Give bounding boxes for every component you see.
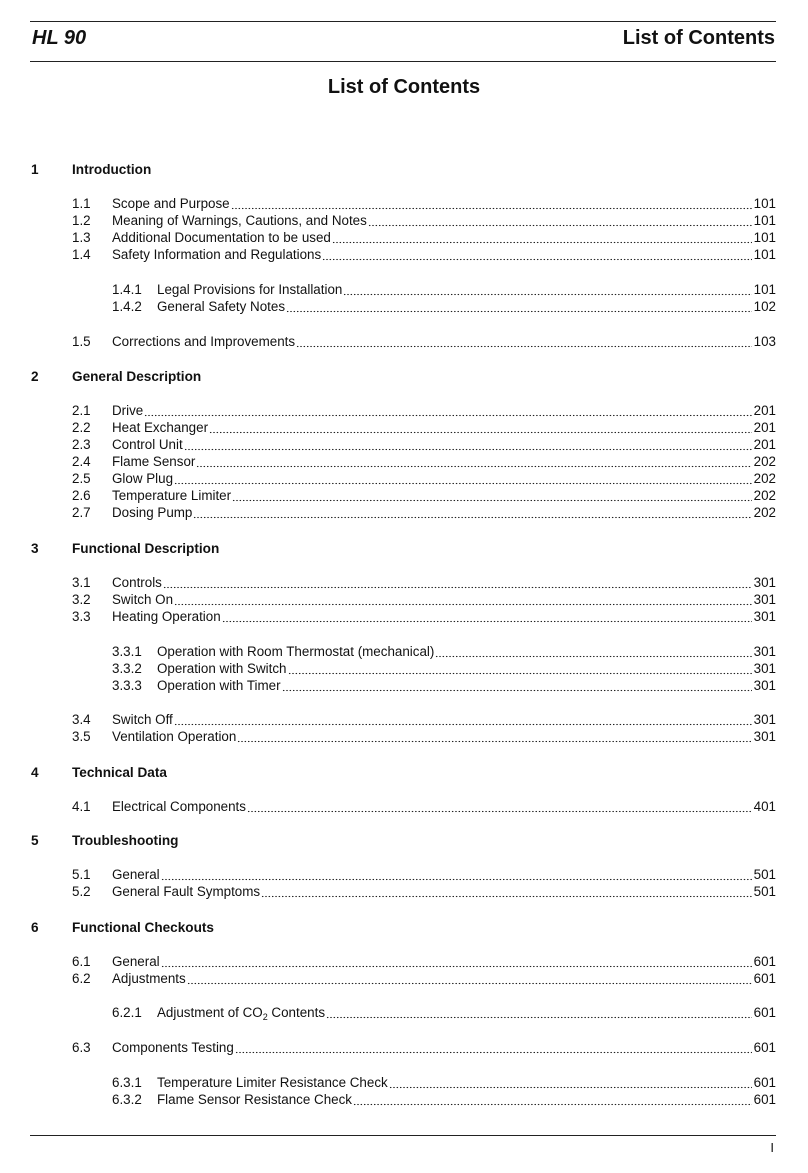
toc-page-number: 101 xyxy=(753,247,776,262)
toc-title: Operation with Timer xyxy=(157,678,281,693)
toc-page-number: 202 xyxy=(753,454,776,469)
toc-page-number: 101 xyxy=(753,282,776,297)
dot-leader xyxy=(322,246,752,263)
toc-page-number: 601 xyxy=(753,1005,776,1020)
dot-leader xyxy=(389,1074,752,1091)
toc-number: 1.1 xyxy=(72,196,91,211)
toc-number: 3.4 xyxy=(72,712,91,727)
dot-leader xyxy=(231,195,752,212)
toc-entry[interactable] xyxy=(0,281,808,298)
dot-leader xyxy=(144,402,752,419)
toc-number: 2.1 xyxy=(72,403,91,418)
toc-number: 3.3.1 xyxy=(112,644,142,659)
toc-chapter xyxy=(0,368,808,385)
toc-entry[interactable] xyxy=(0,798,808,815)
dot-leader xyxy=(187,970,752,987)
dot-leader xyxy=(174,591,752,608)
toc-page-number: 202 xyxy=(753,505,776,520)
toc-number: 2.4 xyxy=(72,454,91,469)
toc-number: 3.1 xyxy=(72,575,91,590)
toc-title: Temperature Limiter Resistance Check xyxy=(157,1075,388,1090)
dot-leader xyxy=(368,212,752,229)
toc-page-number: 501 xyxy=(753,867,776,882)
toc-title: Introduction xyxy=(72,162,152,177)
dot-leader xyxy=(326,1004,752,1021)
toc-title xyxy=(157,1004,325,1021)
toc-title-text: Adjustment of CO xyxy=(157,1005,263,1020)
toc-entry[interactable] xyxy=(0,1004,808,1021)
toc-chapter xyxy=(0,540,808,557)
toc-entry[interactable] xyxy=(0,436,808,453)
toc-title: Troubleshooting xyxy=(72,833,179,848)
toc-title: Glow Plug xyxy=(112,471,174,486)
toc-entry[interactable] xyxy=(0,883,808,900)
toc-entry[interactable] xyxy=(0,487,808,504)
toc-entry[interactable] xyxy=(0,246,808,263)
dot-leader xyxy=(261,883,752,900)
toc-title: Drive xyxy=(112,403,144,418)
dot-leader xyxy=(286,298,752,315)
toc-page-number: 401 xyxy=(753,799,776,814)
dot-leader xyxy=(237,728,752,745)
toc-page-number: 501 xyxy=(753,884,776,899)
dot-leader xyxy=(209,419,752,436)
toc-entry[interactable] xyxy=(0,504,808,521)
toc-entry[interactable] xyxy=(0,608,808,625)
toc-title: Scope and Purpose xyxy=(112,196,230,211)
toc-page-number: 601 xyxy=(753,1092,776,1107)
toc-number: 2.7 xyxy=(72,505,91,520)
toc-page-number: 301 xyxy=(753,575,776,590)
dot-leader xyxy=(288,660,752,677)
toc-number: 2.3 xyxy=(72,437,91,452)
toc-entry[interactable] xyxy=(0,728,808,745)
toc-entry[interactable] xyxy=(0,402,808,419)
toc-number: 2 xyxy=(31,369,39,384)
toc-number: 4.1 xyxy=(72,799,91,814)
toc-number: 3.2 xyxy=(72,592,91,607)
toc-page-number: 301 xyxy=(753,729,776,744)
toc-number: 5.1 xyxy=(72,867,91,882)
toc-number: 2.2 xyxy=(72,420,91,435)
dot-leader xyxy=(232,487,752,504)
toc-page-number: 101 xyxy=(753,196,776,211)
toc-title: Operation with Switch xyxy=(157,661,287,676)
toc-page-number: 201 xyxy=(753,420,776,435)
toc-page-number: 101 xyxy=(753,230,776,245)
toc-title: Dosing Pump xyxy=(112,505,193,520)
toc-entry[interactable] xyxy=(0,660,808,677)
toc-title: Corrections and Improvements xyxy=(112,334,296,349)
toc-title: Ventilation Operation xyxy=(112,729,237,744)
toc-title: General Description xyxy=(72,369,202,384)
dot-leader xyxy=(222,608,752,625)
toc-page-number: 101 xyxy=(753,213,776,228)
toc-page-number: 202 xyxy=(753,488,776,503)
toc-page-number: 202 xyxy=(753,471,776,486)
toc-number: 6.3 xyxy=(72,1040,91,1055)
dot-leader xyxy=(174,711,752,728)
toc-entry[interactable] xyxy=(0,333,808,350)
toc-number: 3.3.3 xyxy=(112,678,142,693)
toc-title: Operation with Room Thermostat (mechanical) xyxy=(157,644,435,659)
toc-entry[interactable] xyxy=(0,574,808,591)
toc-title: Adjustments xyxy=(112,971,186,986)
toc-number: 3.3 xyxy=(72,609,91,624)
toc-title: Switch On xyxy=(112,592,174,607)
toc-number: 3.3.2 xyxy=(112,661,142,676)
dot-leader xyxy=(184,436,752,453)
toc-entry[interactable] xyxy=(0,195,808,212)
toc-entry[interactable] xyxy=(0,453,808,470)
toc-title: Heating Operation xyxy=(112,609,221,624)
toc-title: General Safety Notes xyxy=(157,299,286,314)
toc-number: 1.3 xyxy=(72,230,91,245)
toc-number: 4 xyxy=(31,765,39,780)
toc-entry[interactable] xyxy=(0,470,808,487)
toc-number: 1.5 xyxy=(72,334,91,349)
toc-number: 2.5 xyxy=(72,471,91,486)
toc-number: 1.4.1 xyxy=(112,282,142,297)
toc-title: Components Testing xyxy=(112,1040,234,1055)
dot-leader xyxy=(174,470,752,487)
toc-number: 6 xyxy=(31,920,39,935)
toc-page-number: 301 xyxy=(753,592,776,607)
toc-title: Flame Sensor Resistance Check xyxy=(157,1092,352,1107)
toc-number: 6.2 xyxy=(72,971,91,986)
toc-number: 1.4 xyxy=(72,247,91,262)
toc-page-number: 301 xyxy=(753,644,776,659)
page-title: List of Contents xyxy=(327,76,481,98)
toc-number: 6.3.1 xyxy=(112,1075,142,1090)
toc-chapter xyxy=(0,919,808,936)
toc-entry[interactable] xyxy=(0,953,808,970)
dot-leader xyxy=(332,229,752,246)
toc-title: Meaning of Warnings, Cautions, and Notes xyxy=(112,213,367,228)
toc-title: Technical Data xyxy=(72,765,167,780)
toc-page-number: 301 xyxy=(753,712,776,727)
toc-page-number: 301 xyxy=(753,678,776,693)
dot-leader xyxy=(163,574,752,591)
toc-entry[interactable] xyxy=(0,1074,808,1091)
toc-title: Temperature Limiter xyxy=(112,488,232,503)
toc-entry[interactable] xyxy=(0,711,808,728)
toc-title: Legal Provisions for Installation xyxy=(157,282,343,297)
toc-number: 3.5 xyxy=(72,729,91,744)
dot-leader xyxy=(282,677,752,694)
toc-entry[interactable] xyxy=(0,866,808,883)
toc-number: 1 xyxy=(31,162,39,177)
toc-title: Controls xyxy=(112,575,162,590)
toc-title: Safety Information and Regulations xyxy=(112,247,322,262)
toc-title: Electrical Components xyxy=(112,799,246,814)
toc-page-number: 301 xyxy=(753,661,776,676)
toc-page-number: 201 xyxy=(753,437,776,452)
toc-title: General xyxy=(112,867,160,882)
toc-page-number: 601 xyxy=(753,1075,776,1090)
toc-title-subscript: 2 xyxy=(262,1012,268,1022)
toc-title: Flame Sensor xyxy=(112,454,196,469)
dot-leader xyxy=(196,453,752,470)
toc-number: 1.2 xyxy=(72,213,91,228)
toc-entry[interactable] xyxy=(0,677,808,694)
toc-page-number: 601 xyxy=(753,1040,776,1055)
footer-rule xyxy=(30,1135,776,1136)
toc-number: 2.6 xyxy=(72,488,91,503)
toc-number: 5.2 xyxy=(72,884,91,899)
toc-title-text: Contents xyxy=(267,1005,326,1020)
toc-page-number: 601 xyxy=(753,971,776,986)
header-section-title: List of Contents xyxy=(622,27,775,49)
toc-title: Additional Documentation to be used xyxy=(112,230,331,245)
toc-title: Control Unit xyxy=(112,437,183,452)
toc-entry[interactable] xyxy=(0,212,808,229)
toc-entry[interactable] xyxy=(0,591,808,608)
toc-chapter xyxy=(0,764,808,781)
toc-title: Heat Exchanger xyxy=(112,420,209,435)
toc-title: General xyxy=(112,954,160,969)
toc-title: Switch Off xyxy=(112,712,173,727)
toc-chapter xyxy=(0,832,808,849)
toc-number: 6.1 xyxy=(72,954,91,969)
toc-page-number: 301 xyxy=(753,609,776,624)
toc-entry[interactable] xyxy=(0,229,808,246)
toc-entry[interactable] xyxy=(0,643,808,660)
toc-title: Functional Description xyxy=(72,541,220,556)
toc-entry[interactable] xyxy=(0,1091,808,1108)
toc-entry[interactable] xyxy=(0,970,808,987)
dot-leader xyxy=(435,643,752,660)
dot-leader xyxy=(193,504,752,521)
toc-page-number: 103 xyxy=(753,334,776,349)
dot-leader xyxy=(353,1091,752,1108)
toc-number: 5 xyxy=(31,833,39,848)
dot-leader xyxy=(343,281,752,298)
toc-entry[interactable] xyxy=(0,1039,808,1056)
dot-leader xyxy=(296,333,752,350)
toc-entry[interactable] xyxy=(0,298,808,315)
dot-leader xyxy=(161,866,752,883)
toc-number: 6.2.1 xyxy=(112,1005,142,1020)
toc-page-number: 102 xyxy=(753,299,776,314)
dot-leader xyxy=(247,798,752,815)
page-number: I xyxy=(770,1140,774,1155)
dot-leader xyxy=(235,1039,752,1056)
document-code: HL 90 xyxy=(32,27,87,49)
toc-page-number: 201 xyxy=(753,403,776,418)
dot-leader xyxy=(161,953,752,970)
toc-number: 6.3.2 xyxy=(112,1092,142,1107)
toc-number: 3 xyxy=(31,541,39,556)
toc-title: General Fault Symptoms xyxy=(112,884,261,899)
toc-number: 1.4.2 xyxy=(112,299,142,314)
toc-chapter xyxy=(0,161,808,178)
toc-entry[interactable] xyxy=(0,419,808,436)
toc-page-number: 601 xyxy=(753,954,776,969)
toc-title: Functional Checkouts xyxy=(72,920,214,935)
